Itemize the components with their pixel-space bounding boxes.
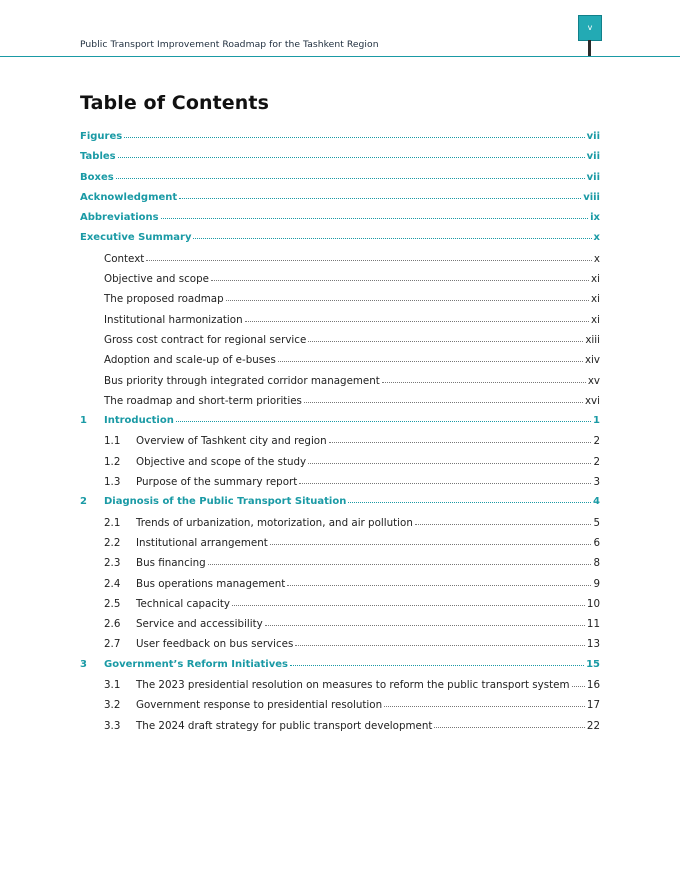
toc-entry-executive-summary[interactable]: [80, 232, 600, 252]
page-tab-stem: [588, 40, 591, 56]
toc-section-2-5[interactable]: [80, 598, 600, 618]
running-header: Public Transport Improvement Roadmap for the Tashkent Region: [80, 39, 379, 50]
section-number: 3.1: [104, 679, 121, 692]
toc-entry-label: Service and accessibility: [136, 618, 263, 631]
toc-entry-page: xiii: [585, 333, 600, 346]
leader-dots: [226, 299, 589, 301]
leader-dots: [270, 543, 592, 545]
toc-entry-acknowledgment[interactable]: [80, 192, 600, 212]
toc-entry-page: 15: [586, 658, 600, 670]
leader-dots: [348, 501, 591, 503]
toc-entry-page: xi: [591, 293, 600, 306]
leader-dots: [287, 584, 591, 586]
leader-dots: [118, 156, 585, 158]
toc-entry-short-term-priorities[interactable]: [80, 395, 600, 415]
toc-entry-label: Government response to presidential resolution: [136, 699, 383, 712]
chapter-number: 2: [80, 496, 87, 508]
toc-entry-label: Institutional arrangement: [136, 536, 268, 549]
toc-entry-label: Objective and scope: [104, 273, 209, 286]
section-number: 1.1: [104, 435, 121, 448]
toc-entry-boxes[interactable]: [80, 172, 600, 192]
leader-dots: [434, 726, 584, 728]
leader-dots: [384, 705, 585, 707]
toc-section-3-3[interactable]: [80, 720, 600, 740]
toc-entry-page: vii: [586, 171, 600, 183]
section-number: 2.2: [104, 536, 121, 549]
toc-entry-page: xvi: [584, 394, 600, 407]
toc-entry-page: 6: [593, 536, 600, 549]
toc-entry-page: 1: [593, 415, 600, 427]
toc-entry-label: The roadmap and short-term priorities: [104, 394, 302, 407]
toc-entry-label: The 2023 presidential resolution on measures to reform the public transport system: [136, 679, 570, 692]
leader-dots: [208, 563, 592, 565]
leader-dots: [116, 177, 585, 179]
leader-dots: [211, 279, 589, 281]
toc-entry-page: ix: [590, 212, 600, 224]
toc-entry-label: Acknowledgment: [80, 191, 178, 203]
chapter-number: 3: [80, 658, 87, 670]
toc-entry-figures[interactable]: [80, 131, 600, 151]
toc-entry-context[interactable]: [80, 253, 600, 273]
section-number: 2.3: [104, 557, 121, 570]
leader-dots: [295, 644, 585, 646]
toc-entry-bus-priority[interactable]: [80, 375, 600, 395]
leader-dots: [176, 420, 591, 422]
toc-entry-page: xi: [591, 313, 600, 326]
toc-section-1-2[interactable]: [80, 456, 600, 476]
table-of-contents: [80, 131, 600, 740]
leader-dots: [124, 136, 584, 138]
section-number: 2.4: [104, 577, 121, 590]
toc-entry-label: The 2024 draft strategy for public transport development: [136, 719, 433, 732]
toc-section-1-3[interactable]: [80, 476, 600, 496]
section-number: 2.6: [104, 618, 121, 631]
toc-section-2-3[interactable]: [80, 557, 600, 577]
section-number: 1.3: [104, 476, 121, 489]
leader-dots: [415, 523, 592, 525]
leader-dots: [265, 624, 585, 626]
leader-dots: [278, 360, 583, 362]
toc-entry-page: xiv: [584, 354, 600, 367]
toc-entry-page: 2: [593, 435, 600, 448]
toc-entry-page: 9: [593, 577, 600, 590]
leader-dots: [161, 217, 588, 219]
toc-entry-page: 10: [586, 597, 600, 610]
toc-entry-label: Overview of Tashkent city and region: [136, 435, 327, 448]
section-number: 3.3: [104, 719, 121, 732]
toc-entry-label: Abbreviations: [80, 212, 159, 224]
toc-section-3-2[interactable]: [80, 699, 600, 719]
toc-entry-label: The proposed roadmap: [104, 293, 224, 306]
toc-entry-page: 22: [586, 719, 600, 732]
toc-entry-label: Context: [104, 252, 145, 265]
leader-dots: [308, 462, 591, 464]
toc-entry-objective-scope[interactable]: [80, 273, 600, 293]
section-number: 2.7: [104, 638, 121, 651]
toc-entry-label: Diagnosis of the Public Transport Situation: [104, 496, 347, 508]
toc-entry-page: 16: [586, 679, 600, 692]
leader-dots: [232, 604, 585, 606]
toc-entry-label: User feedback on bus services: [136, 638, 294, 651]
toc-entry-page: 13: [586, 638, 600, 651]
toc-entry-tables[interactable]: [80, 151, 600, 171]
toc-entry-page: 3: [593, 476, 600, 489]
toc-entry-label: Trends of urbanization, motorization, and air pollution: [136, 516, 413, 529]
section-number: 1.2: [104, 455, 121, 468]
toc-entry-label: Executive Summary: [80, 232, 192, 244]
toc-entry-page: x: [593, 232, 600, 244]
toc-entry-label: Government’s Reform Initiatives: [104, 658, 288, 670]
leader-dots: [382, 381, 586, 383]
chapter-number: 1: [80, 415, 87, 427]
toc-entry-label: Objective and scope of the study: [136, 455, 307, 468]
toc-entry-label: Adoption and scale-up of e-buses: [104, 354, 276, 367]
toc-entry-page: 17: [586, 699, 600, 712]
toc-entry-label: Technical capacity: [136, 597, 231, 610]
toc-entry-label: Figures: [80, 131, 123, 142]
toc-entry-page: 4: [593, 496, 600, 508]
header-rule: [0, 56, 680, 57]
toc-entry-label: Boxes: [80, 171, 114, 183]
leader-dots: [290, 664, 584, 666]
toc-entry-page: xi: [591, 273, 600, 286]
toc-entry-page: 8: [593, 557, 600, 570]
toc-entry-label: Purpose of the summary report: [136, 476, 298, 489]
leader-dots: [299, 482, 591, 484]
section-number: 2.5: [104, 597, 121, 610]
toc-entry-label: Gross cost contract for regional service: [104, 333, 307, 346]
leader-dots: [245, 320, 589, 322]
toc-entry-page: 11: [586, 618, 600, 631]
leader-dots: [308, 340, 583, 342]
toc-entry-label: Bus priority through integrated corridor management: [104, 374, 380, 387]
toc-entry-page: vii: [586, 131, 600, 142]
toc-section-1-1[interactable]: [80, 435, 600, 455]
toc-section-2-4[interactable]: [80, 578, 600, 598]
page-number-tab: v: [578, 15, 602, 41]
toc-entry-label: Institutional harmonization: [104, 313, 243, 326]
toc-chapter-1[interactable]: [80, 415, 600, 435]
section-number: 2.1: [104, 516, 121, 529]
toc-entry-page: vii: [586, 151, 600, 163]
toc-section-3-1[interactable]: [80, 679, 600, 699]
leader-dots: [146, 259, 592, 261]
toc-section-2-7[interactable]: [80, 638, 600, 658]
toc-entry-page: x: [593, 252, 600, 265]
leader-dots: [572, 685, 585, 687]
toc-chapter-2[interactable]: [80, 496, 600, 516]
toc-entry-page: 5: [593, 516, 600, 529]
toc-section-2-6[interactable]: [80, 618, 600, 638]
toc-entry-page: xv: [587, 374, 600, 387]
toc-entry-institutional-harmonization[interactable]: [80, 314, 600, 334]
toc-section-2-1[interactable]: [80, 517, 600, 537]
toc-entry-label: Bus financing: [136, 557, 206, 570]
toc-entry-abbreviations[interactable]: [80, 212, 600, 232]
toc-entry-e-buses[interactable]: [80, 354, 600, 374]
toc-entry-page: viii: [583, 191, 600, 203]
leader-dots: [329, 441, 592, 443]
toc-section-2-2[interactable]: [80, 537, 600, 557]
leader-dots: [304, 401, 583, 403]
toc-chapter-3[interactable]: [80, 659, 600, 679]
toc-entry-label: Bus operations management: [136, 577, 286, 590]
leader-dots: [179, 197, 581, 199]
toc-entry-page: 2: [593, 455, 600, 468]
section-number: 3.2: [104, 699, 121, 712]
toc-entry-label: Introduction: [104, 415, 174, 427]
leader-dots: [193, 237, 591, 239]
page-title: Table of Contents: [80, 92, 269, 114]
toc-entry-proposed-roadmap[interactable]: [80, 293, 600, 313]
toc-entry-label: Tables: [80, 151, 116, 163]
toc-entry-gross-cost-contract[interactable]: [80, 334, 600, 354]
